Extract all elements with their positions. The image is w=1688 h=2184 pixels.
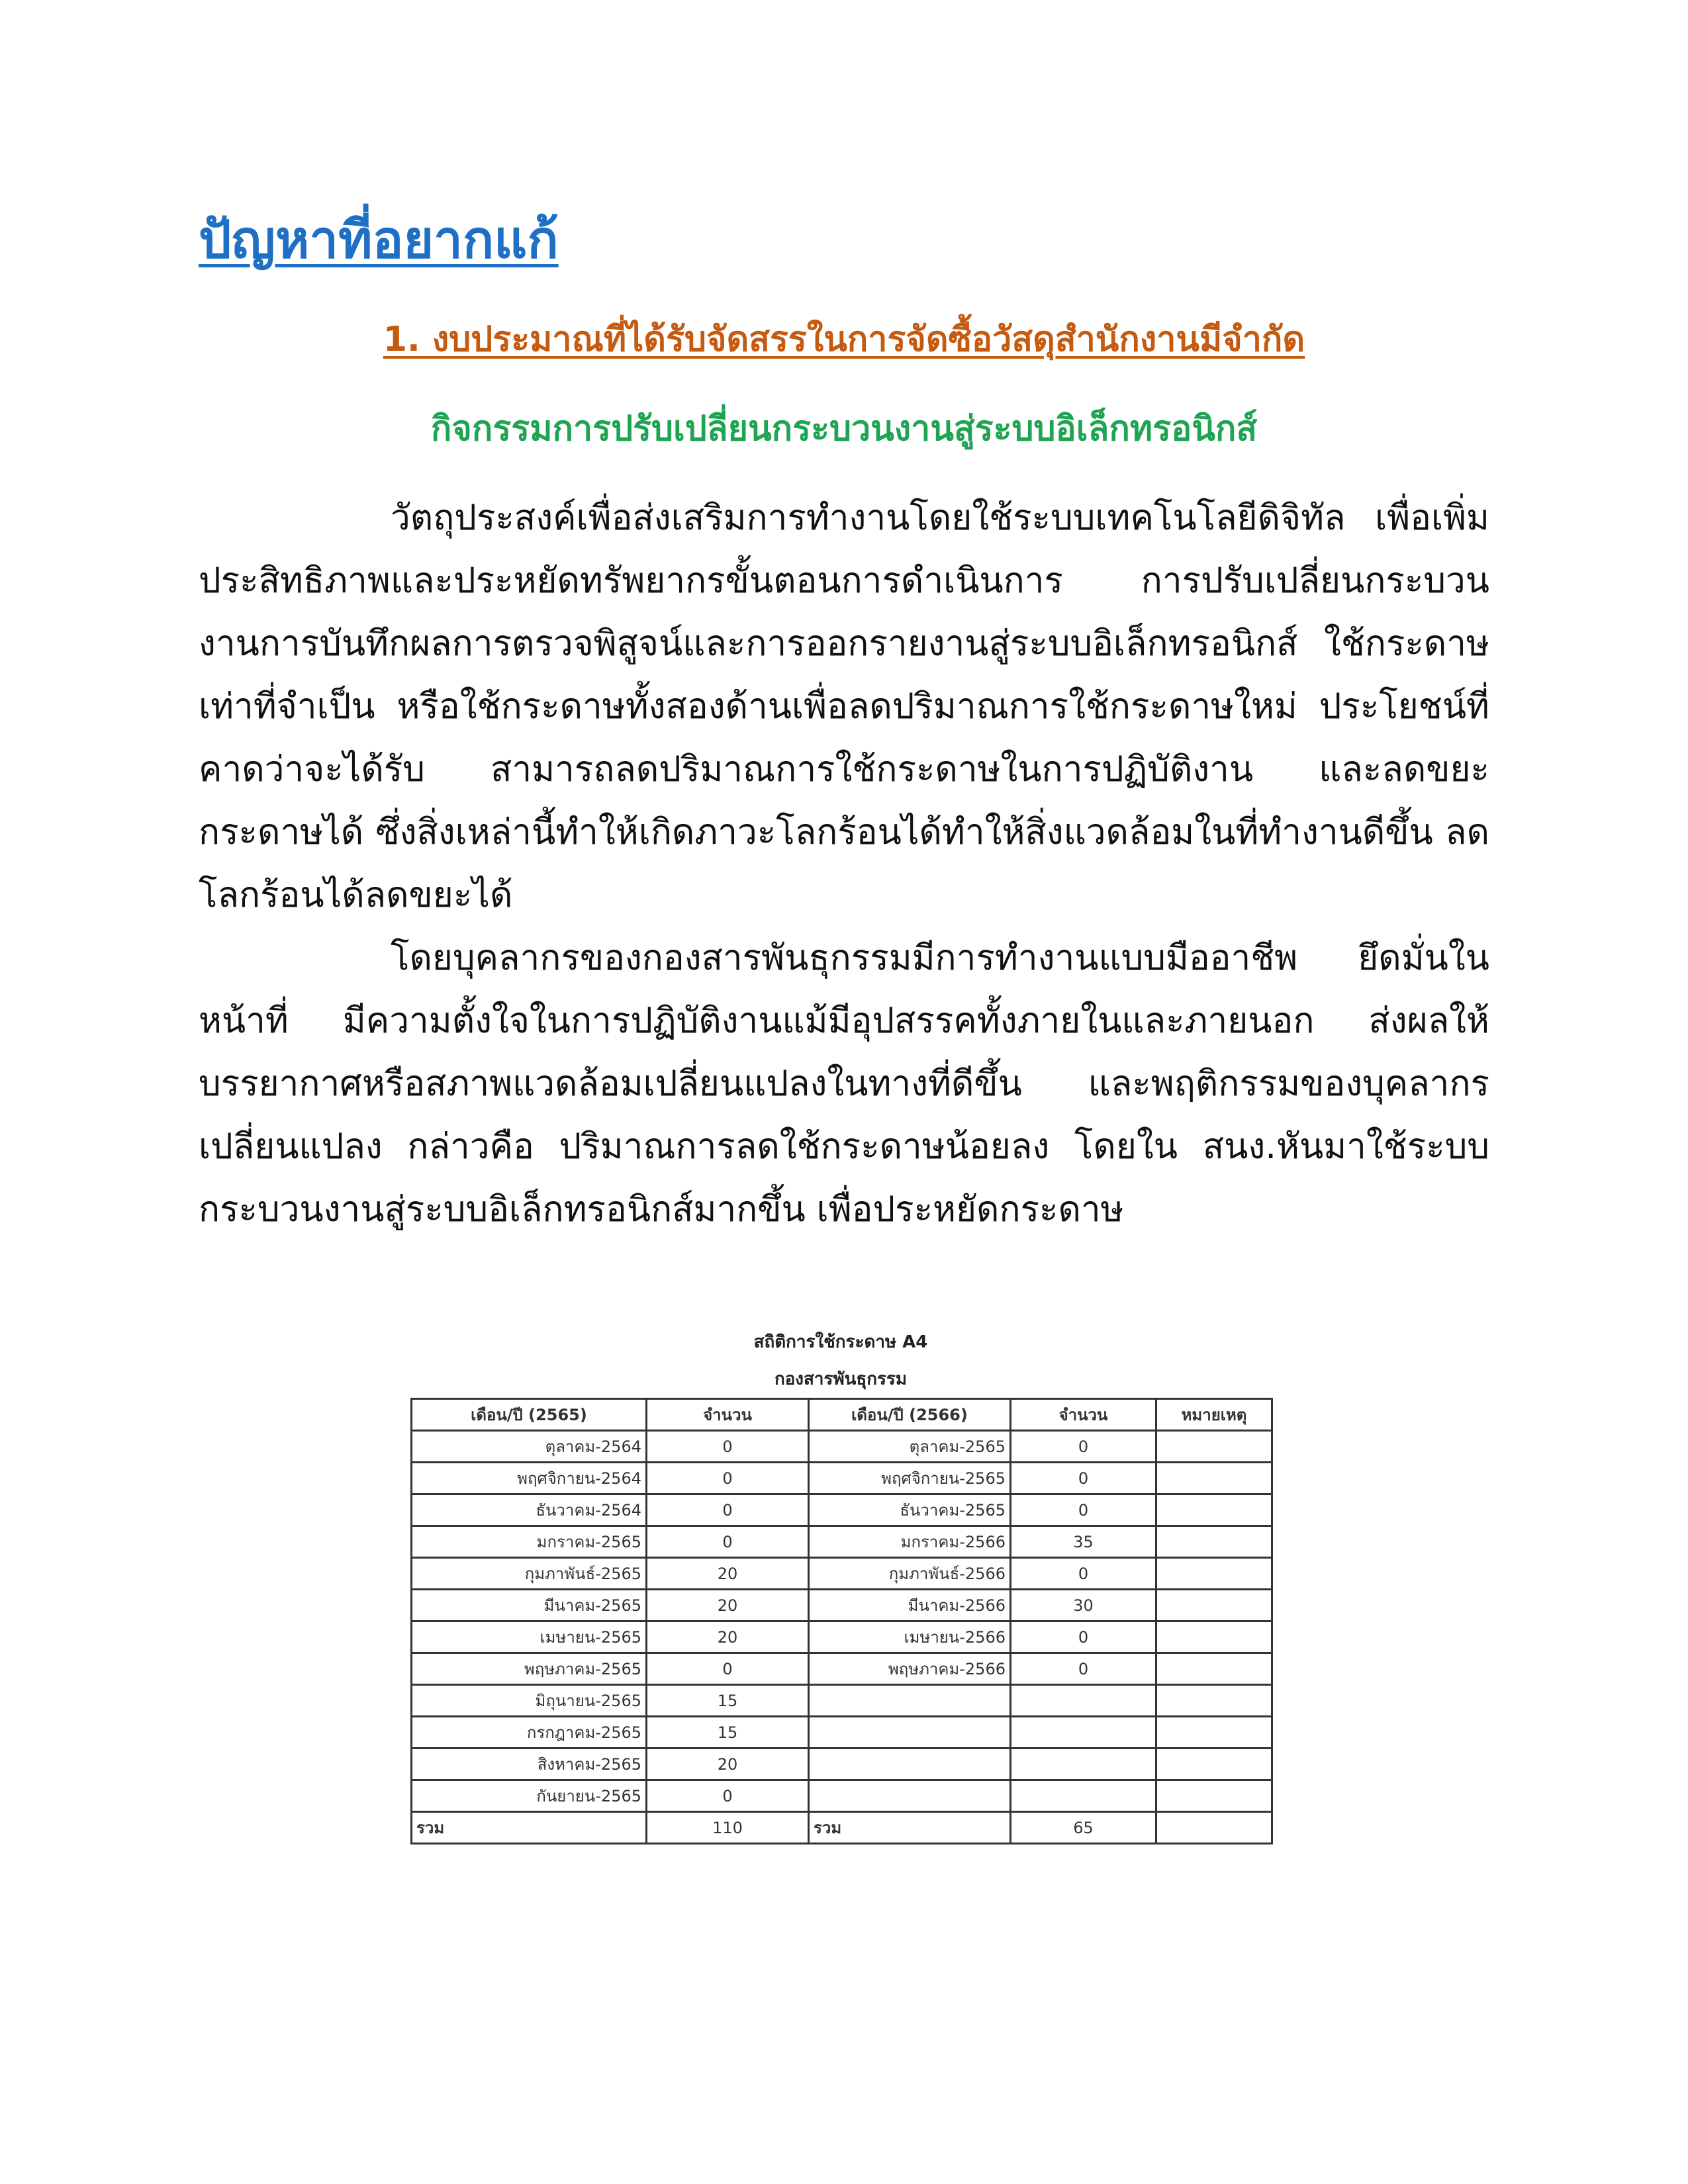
month-cell-2566 [809, 1717, 1011, 1749]
remark-cell [1156, 1558, 1272, 1590]
column-header: จำนวน [647, 1399, 809, 1431]
month-cell-2566 [809, 1685, 1011, 1717]
table-row [412, 1621, 1272, 1653]
count-cell-2565: 0 [647, 1463, 809, 1494]
body-text [199, 486, 1489, 1241]
count-cell-2565: 15 [647, 1717, 809, 1749]
count-cell-2566 [1011, 1685, 1156, 1717]
count-cell-2565: 0 [647, 1780, 809, 1812]
month-cell-2566: พฤษภาคม-2566 [809, 1653, 1011, 1685]
remark-cell [1156, 1717, 1272, 1749]
month-cell-2566: มีนาคม-2566 [809, 1590, 1011, 1621]
month-cell-2565: ตุลาคม-2564 [412, 1431, 647, 1463]
activity-heading: กิจกรรมการปรับเปลี่ยนกระบวนงานสู่ระบบอิเล็กทรอนิกส์ [430, 409, 1258, 449]
table-row [412, 1590, 1272, 1621]
remark-cell [1156, 1653, 1272, 1685]
count-cell-2566: 0 [1011, 1653, 1156, 1685]
month-cell-2566: พฤศจิกายน-2565 [809, 1463, 1011, 1494]
paper-usage-table [410, 1398, 1273, 1844]
month-cell-2566: เมษายน-2566 [809, 1621, 1011, 1653]
count-cell-2566: 0 [1011, 1621, 1156, 1653]
table-header-row [412, 1399, 1272, 1431]
month-cell-2565: มิถุนายน-2565 [412, 1685, 647, 1717]
remark-cell [1156, 1431, 1272, 1463]
table-row [412, 1431, 1272, 1463]
month-cell-2566: ธันวาคม-2565 [809, 1494, 1011, 1526]
remark-cell [1156, 1780, 1272, 1812]
month-cell-2566 [809, 1749, 1011, 1780]
table-subtitle: กองสารพันธุกรรม [774, 1369, 908, 1389]
remark-cell [1156, 1685, 1272, 1717]
column-header: เดือน/ปี (2566) [809, 1399, 1011, 1431]
month-cell-2566: มกราคม-2566 [809, 1526, 1011, 1558]
total-row [412, 1812, 1272, 1844]
table-row [412, 1653, 1272, 1685]
count-cell-2566 [1011, 1780, 1156, 1812]
count-cell-2566: 0 [1011, 1463, 1156, 1494]
month-cell-2565: เมษายน-2565 [412, 1621, 647, 1653]
page-title: ปัญหาที่อยากแก้ [199, 210, 559, 270]
count-cell-2565: 0 [647, 1526, 809, 1558]
count-cell-2565: 0 [647, 1494, 809, 1526]
table-row [412, 1717, 1272, 1749]
count-cell-2566: 0 [1011, 1494, 1156, 1526]
month-cell-2565: กุมภาพันธ์-2565 [412, 1558, 647, 1590]
month-cell-2565: พฤษภาคม-2565 [412, 1653, 647, 1685]
column-header: จำนวน [1011, 1399, 1156, 1431]
column-header: หมายเหตุ [1156, 1399, 1272, 1431]
count-cell-2565: 15 [647, 1685, 809, 1717]
month-cell-2565: กันยายน-2565 [412, 1780, 647, 1812]
remark-cell [1156, 1812, 1272, 1844]
count-cell-2565: 20 [647, 1558, 809, 1590]
month-cell-2565: มีนาคม-2565 [412, 1590, 647, 1621]
count-cell-2565: 0 [647, 1431, 809, 1463]
count-cell-2566: 0 [1011, 1431, 1156, 1463]
count-cell-2565: 20 [647, 1590, 809, 1621]
paragraph-objective: วัตถุประสงค์เพื่อส่งเสริมการทำงานโดยใช้ระบบเทคโนโลยีดิจิทัล เพื่อเพิ่มประสิทธิภาพและประหยัดทรัพยากรขั้นตอนการดำเนินการ การปรับเปลี่ยนกระบวนงานการบันทึกผลการตรวจพิสูจน์และการออกรายงานสู่ระบบอิเล็กทรอนิกส์ ใช้กระดาษเท่าที่จำเป็น หรือใช้กระดาษทั้งสองด้านเพื่อลดปริมาณการใช้กระดาษใหม่ ประโยชน์ที่คาดว่าจะได้รับ สามารถลดปริมาณการใช้กระดาษในการปฏิบัติงาน และลดขยะกระดาษได้ ซึ่งสิ่งเหล่านี้ทำให้เกิดภาวะโลกร้อนได้ทำให้สิ่งแวดล้อมในที่ทำงานดีขึ้น ลดโลกร้อนได้ลดขยะได้ [199, 498, 1489, 915]
month-cell-2566 [809, 1780, 1011, 1812]
problem-heading: 1. งบประมาณที่ได้รับจัดสรรในการจัดซื้อวัสดุสำนักงานมีจำกัด [383, 320, 1305, 359]
table-row [412, 1685, 1272, 1717]
paper-usage-figure [410, 1324, 1271, 1844]
month-cell-2565: สิงหาคม-2565 [412, 1749, 647, 1780]
table-title: สถิติการใช้กระดาษ A4 [753, 1332, 928, 1352]
total-label: รวม [809, 1812, 1011, 1844]
table-row [412, 1558, 1272, 1590]
month-cell-2565: พฤศจิกายน-2564 [412, 1463, 647, 1494]
table-row [412, 1463, 1272, 1494]
remark-cell [1156, 1494, 1272, 1526]
table-row [412, 1526, 1272, 1558]
month-cell-2566: ตุลาคม-2565 [809, 1431, 1011, 1463]
total-2565: 110 [647, 1812, 809, 1844]
count-cell-2566: 35 [1011, 1526, 1156, 1558]
count-cell-2566: 30 [1011, 1590, 1156, 1621]
month-cell-2565: กรกฎาคม-2565 [412, 1717, 647, 1749]
count-cell-2566 [1011, 1717, 1156, 1749]
count-cell-2566: 0 [1011, 1558, 1156, 1590]
remark-cell [1156, 1590, 1272, 1621]
table-row [412, 1780, 1272, 1812]
month-cell-2566: กุมภาพันธ์-2566 [809, 1558, 1011, 1590]
count-cell-2565: 20 [647, 1621, 809, 1653]
month-cell-2565: มกราคม-2565 [412, 1526, 647, 1558]
remark-cell [1156, 1621, 1272, 1653]
paragraph-staff: โดยบุคลากรของกองสารพันธุกรรมมีการทำงานแบบมืออาชีพ ยึดมั่นในหน้าที่ มีความตั้งใจในการปฏิบัติงานแม้มีอุปสรรคทั้งภายในและภายนอก ส่งผลให้บรรยากาศหรือสภาพแวดล้อมเปลี่ยนแปลงในทางที่ดีขึ้น และพฤติกรรมของบุคลากรเปลี่ยนแปลง กล่าวคือ ปริมาณการลดใช้กระดาษน้อยลง โดยใน สนง.หันมาใช้ระบบกระบวนงานสู่ระบบอิเล็กทรอนิกส์มากขึ้น เพื่อประหยัดกระดาษ [199, 938, 1489, 1230]
table-row [412, 1494, 1272, 1526]
column-header: เดือน/ปี (2565) [412, 1399, 647, 1431]
remark-cell [1156, 1526, 1272, 1558]
total-2566: 65 [1011, 1812, 1156, 1844]
count-cell-2565: 0 [647, 1653, 809, 1685]
count-cell-2566 [1011, 1749, 1156, 1780]
remark-cell [1156, 1749, 1272, 1780]
table-row [412, 1749, 1272, 1780]
remark-cell [1156, 1463, 1272, 1494]
total-label: รวม [412, 1812, 647, 1844]
count-cell-2565: 20 [647, 1749, 809, 1780]
month-cell-2565: ธันวาคม-2564 [412, 1494, 647, 1526]
